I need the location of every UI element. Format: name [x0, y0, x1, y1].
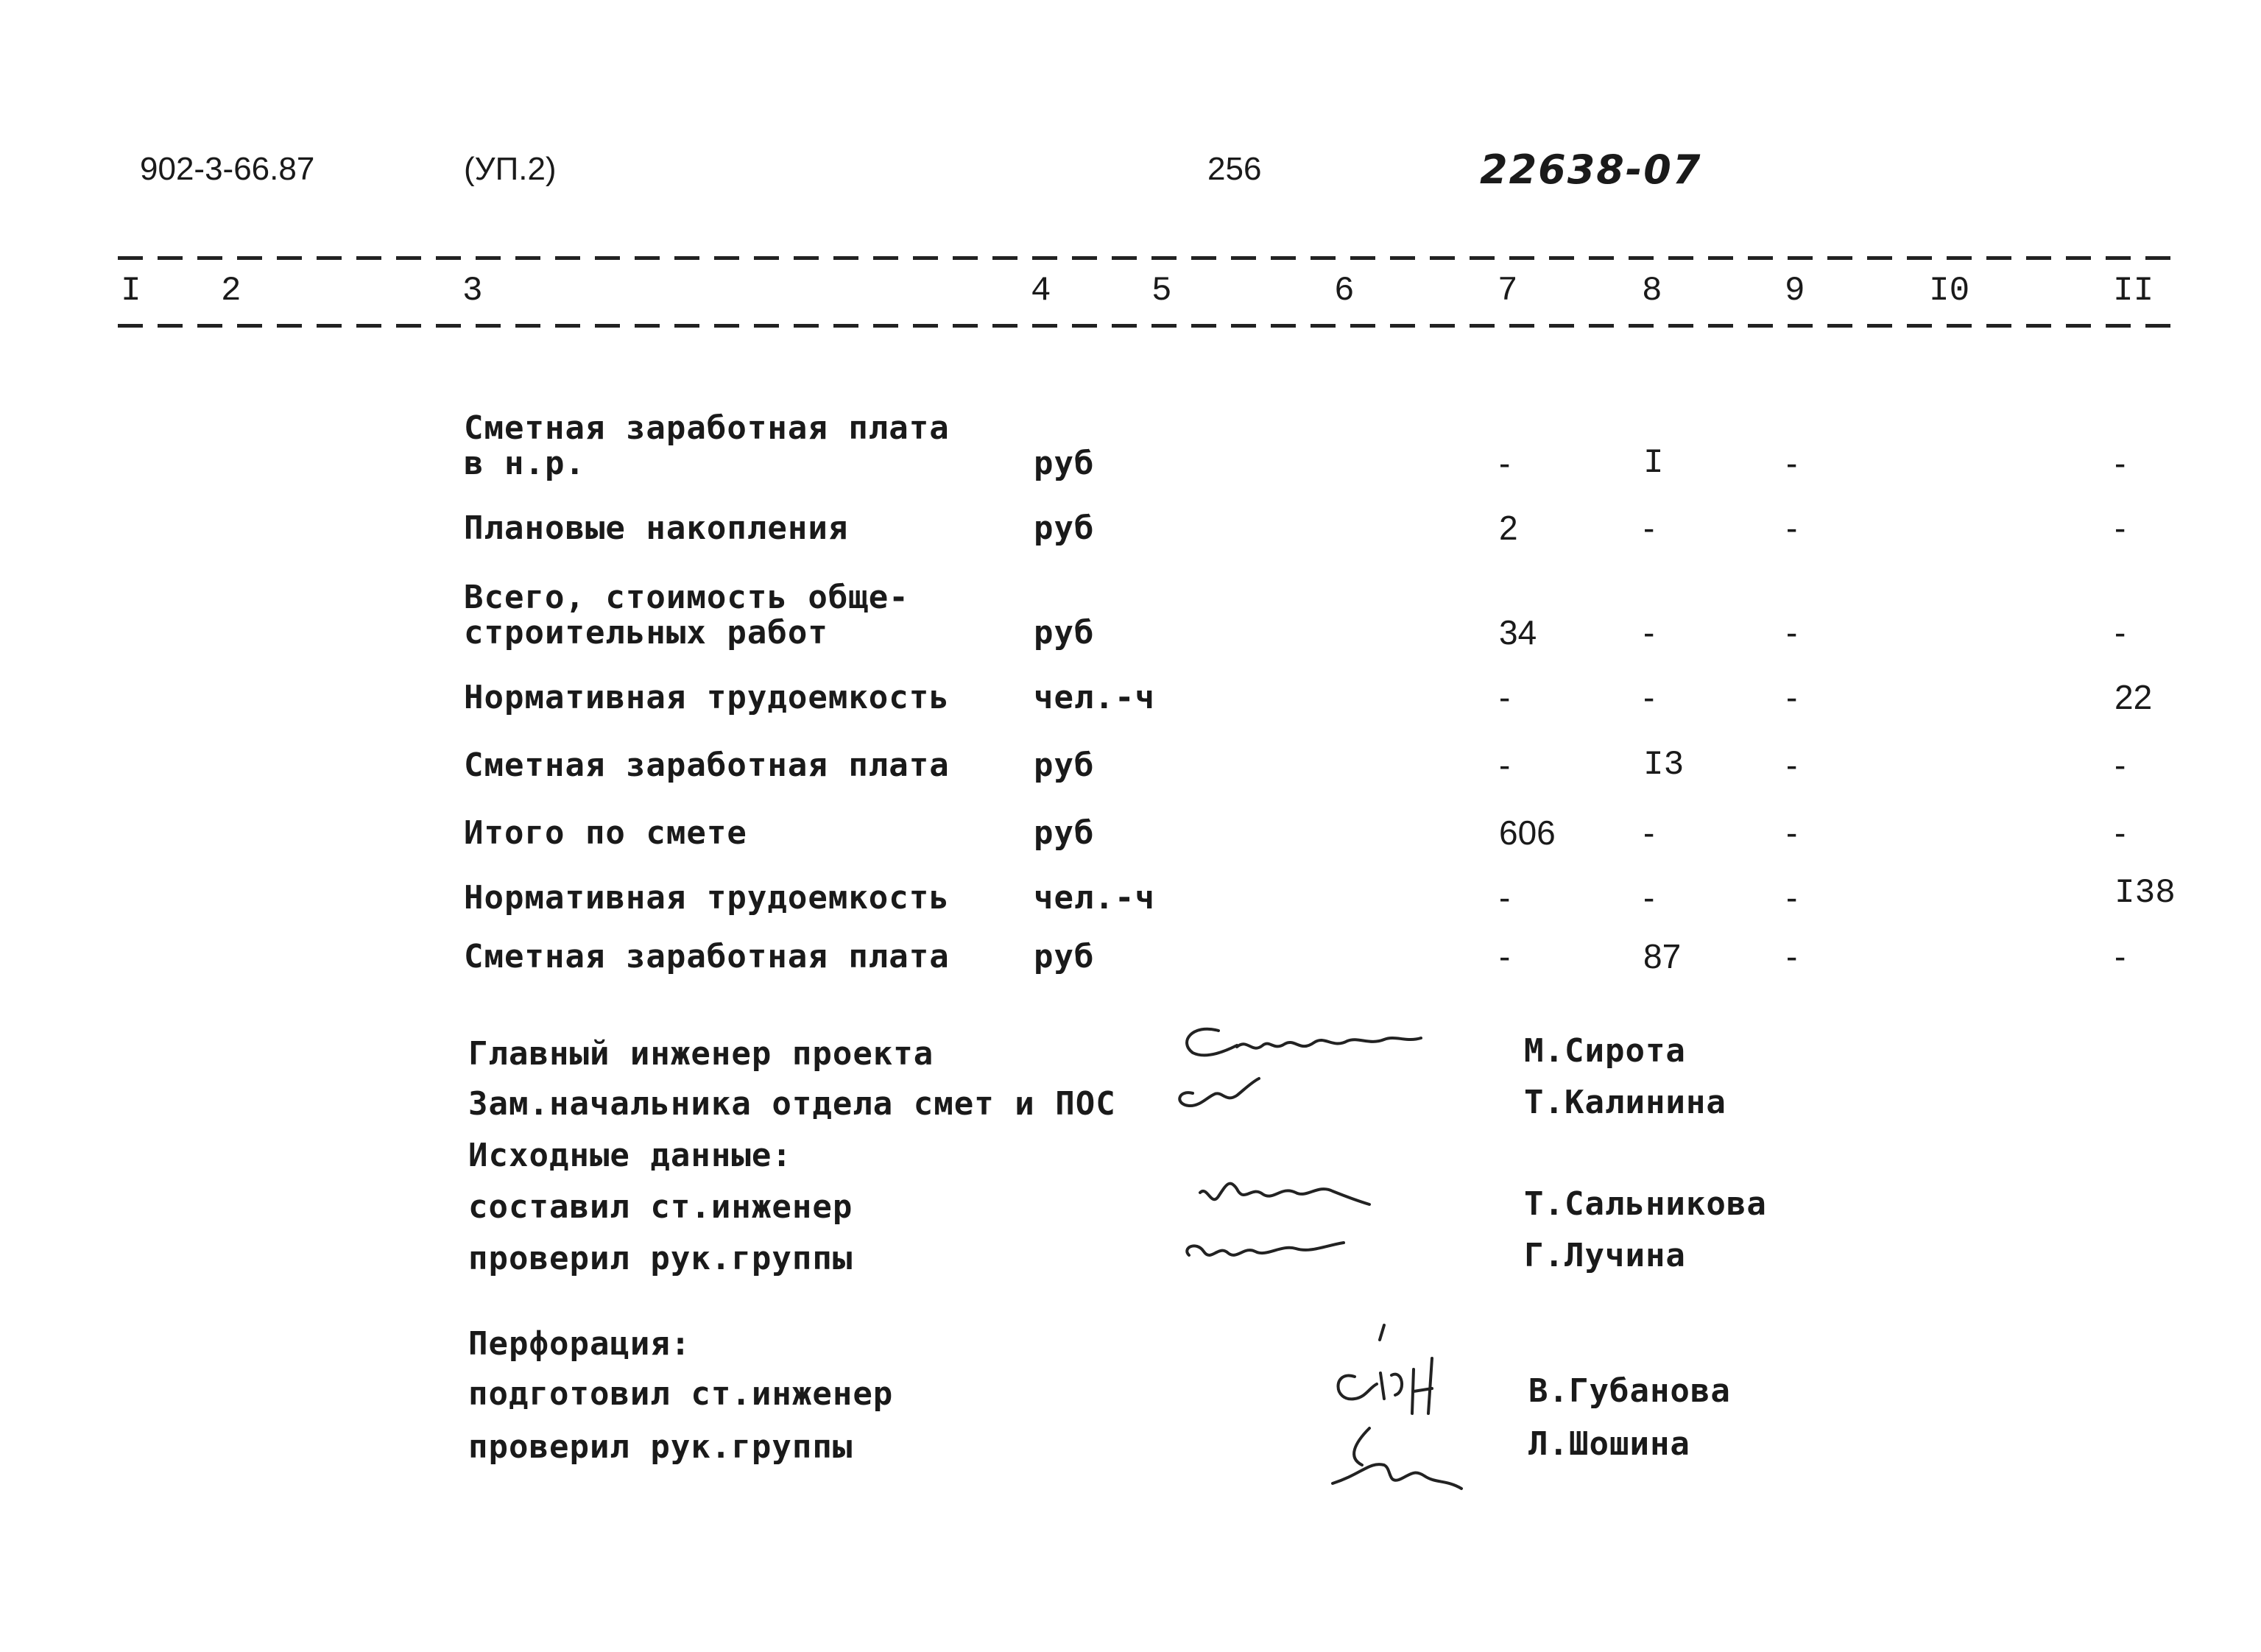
row-col9: -: [1786, 746, 1798, 784]
row-col9: -: [1786, 444, 1798, 482]
signature-name: Л.Шошина: [1528, 1425, 1690, 1463]
row-name: Итого по смете: [464, 814, 747, 852]
row-name-continued: в н.р.: [464, 445, 585, 482]
column-number: 3: [462, 272, 483, 310]
page-number: 256: [1207, 151, 1262, 187]
column-number: 8: [1642, 272, 1662, 310]
column-number: 9: [1785, 272, 1805, 310]
row-col11: -: [2114, 613, 2126, 652]
row-col11: -: [2114, 746, 2126, 784]
signature-role: проверил рук.группы: [468, 1428, 853, 1466]
top-dashed-rule: [118, 256, 2179, 260]
registration-number: 22638-07: [1480, 147, 1702, 193]
row-col9: -: [1786, 937, 1798, 975]
document-code: 902-3-66.87: [140, 151, 315, 187]
row-col11: 22: [2114, 678, 2153, 716]
signature-role: проверил рук.группы: [468, 1240, 853, 1277]
row-col7: -: [1499, 878, 1511, 917]
signature-name: В.Губанова: [1528, 1372, 1731, 1410]
row-col9: -: [1786, 813, 1798, 852]
album-number: (УП.2): [464, 151, 557, 187]
row-name: Сметная заработная плата: [464, 746, 950, 784]
handwritten-signature: [1171, 1163, 1406, 1288]
section-heading: Перфорация:: [468, 1325, 691, 1363]
row-col11: -: [2114, 444, 2126, 482]
signature-role: Главный инженер проекта: [468, 1035, 934, 1073]
row-col11: -: [2114, 937, 2126, 975]
row-col8: -: [1643, 813, 1655, 852]
row-name: Сметная заработная плата: [464, 938, 950, 975]
column-number: 6: [1334, 272, 1355, 310]
row-col7: -: [1499, 746, 1511, 784]
column-number: II: [2113, 272, 2154, 310]
bottom-dashed-rule: [118, 324, 2179, 328]
row-col11: -: [2114, 509, 2126, 547]
column-number: I: [121, 272, 141, 310]
row-col8: I3: [1643, 746, 1685, 784]
row-name: Нормативная трудоемкость: [464, 679, 950, 716]
row-col7: -: [1499, 937, 1511, 975]
row-col8: -: [1643, 613, 1655, 652]
row-unit: руб: [1034, 938, 1095, 975]
row-unit: чел.-ч: [1034, 879, 1155, 917]
column-number: I0: [1929, 272, 1970, 310]
signature-name: Г.Лучина: [1524, 1237, 1686, 1274]
signature-name: Т.Сальникова: [1524, 1185, 1767, 1223]
row-col8: -: [1643, 678, 1655, 716]
row-col11: I38: [2114, 874, 2176, 912]
row-col9: -: [1786, 509, 1798, 547]
section-heading: Исходные данные:: [468, 1137, 792, 1174]
signature-name: Т.Калинина: [1524, 1084, 1726, 1121]
signature-role: Зам.начальника отдела смет и ПОС: [468, 1085, 1116, 1123]
row-col11: -: [2114, 813, 2126, 852]
row-name: Нормативная трудоемкость: [464, 879, 950, 917]
row-name-continued: строительных работ: [464, 614, 828, 652]
row-unit: руб: [1034, 746, 1095, 784]
row-name: Сметная заработная плата: [464, 409, 950, 447]
column-number: 2: [221, 272, 241, 310]
row-unit: чел.-ч: [1034, 679, 1155, 716]
handwritten-signature: [1303, 1318, 1495, 1509]
handwritten-signature: [1149, 1009, 1458, 1134]
row-col7: 606: [1499, 813, 1556, 852]
row-col7: -: [1499, 678, 1511, 716]
row-unit: руб: [1034, 614, 1095, 652]
row-unit: руб: [1034, 509, 1095, 547]
row-col9: -: [1786, 678, 1798, 716]
row-name: Всего, стоимость обще-: [464, 579, 909, 616]
row-name: Плановые накопления: [464, 509, 849, 547]
row-unit: руб: [1034, 445, 1095, 482]
column-number: 7: [1498, 272, 1518, 310]
column-number: 5: [1151, 272, 1172, 310]
row-col8: -: [1643, 878, 1655, 917]
signature-role: составил ст.инженер: [468, 1188, 853, 1226]
row-col9: -: [1786, 878, 1798, 917]
row-col9: -: [1786, 613, 1798, 652]
signature-role: подготовил ст.инженер: [468, 1375, 894, 1413]
row-col8: I: [1643, 444, 1664, 482]
row-col8: 87: [1643, 937, 1682, 975]
column-number: 4: [1031, 272, 1051, 310]
row-unit: руб: [1034, 814, 1095, 852]
signature-name: М.Сирота: [1524, 1032, 1686, 1070]
row-col8: -: [1643, 509, 1655, 547]
row-col7: 34: [1499, 613, 1537, 652]
row-col7: -: [1499, 444, 1511, 482]
row-col7: 2: [1499, 509, 1518, 547]
